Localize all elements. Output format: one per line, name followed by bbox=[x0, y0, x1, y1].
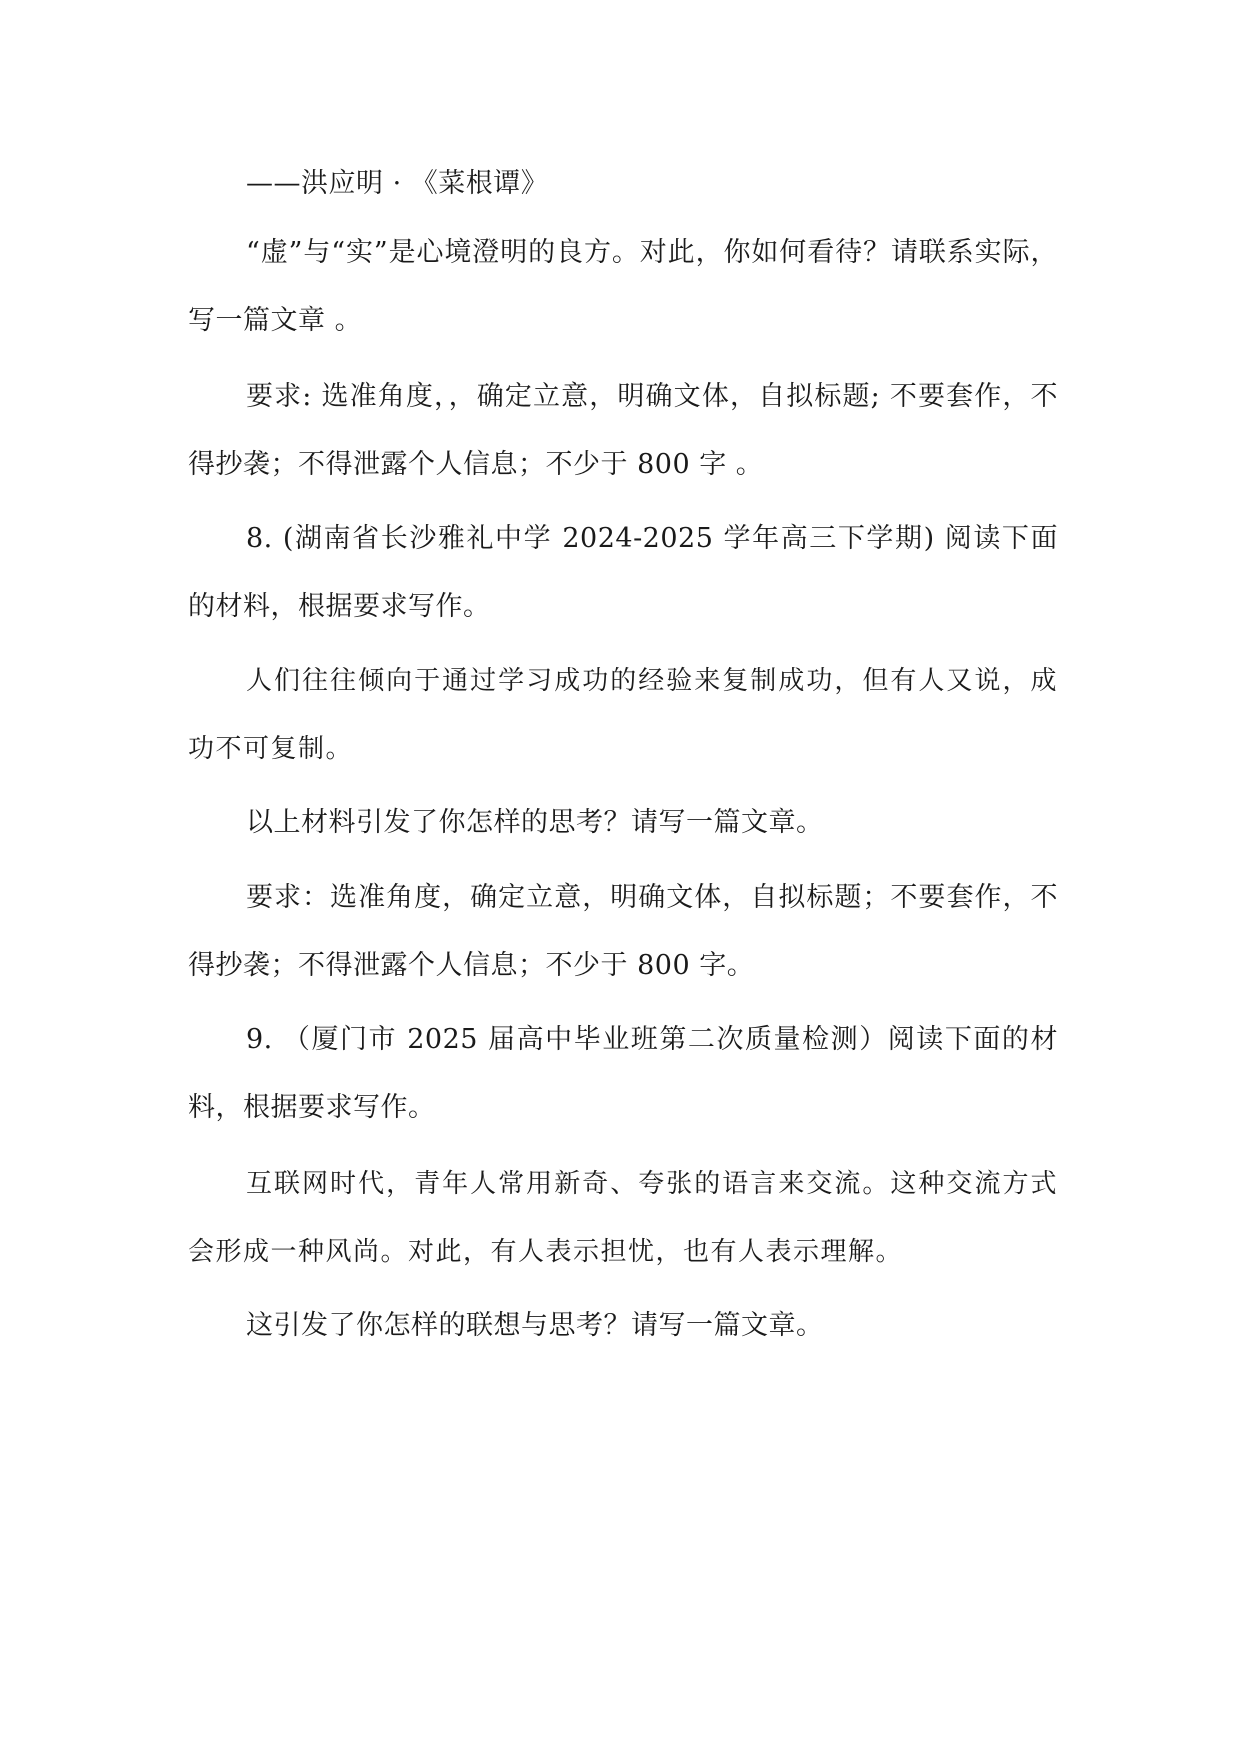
quote-attribution: ——洪应明 · 《菜根谭》 bbox=[246, 168, 549, 199]
q8-requirements: 要求：选准角度，确定立意，明确文体，自拟标题；不要套作，不得抄袭；不得泄露个人信息；不少于 800 字。 bbox=[188, 882, 1058, 981]
q9-material: 互联网时代，青年人常用新奇、夸张的语言来交流。这种交流方式会形成一种风尚。对此，有人表示担忧，也有人表示理解。 bbox=[188, 1169, 1058, 1267]
q8-header: 8. (湖南省长沙雅礼中学 2024-2025 学年高三下学期) 阅读下面的材料，根据要求写作。 bbox=[188, 523, 1058, 622]
q9-prompt: 这引发了你怎样的联想与思考？请写一篇文章。 bbox=[246, 1310, 824, 1341]
q8-material: 人们往往倾向于通过学习成功的经验来复制成功，但有人又说，成功不可复制。 bbox=[188, 666, 1058, 764]
q8-prompt: 以上材料引发了你怎样的思考？请写一篇文章。 bbox=[246, 807, 824, 838]
q7-prompt: “虚”与“实”是心境澄明的良方。对此，你如何看待？请联系实际，写一篇文章 。 bbox=[188, 237, 1058, 336]
q9-header: 9. （厦门市 2025 届高中毕业班第二次质量检测）阅读下面的材料，根据要求写作。 bbox=[188, 1024, 1058, 1123]
q7-requirements: 要求: 选准角度，，确定立意，明确文体，自拟标题; 不要套作，不得抄袭；不得泄露个人信息；不少于 800 字 。 bbox=[188, 381, 1058, 480]
